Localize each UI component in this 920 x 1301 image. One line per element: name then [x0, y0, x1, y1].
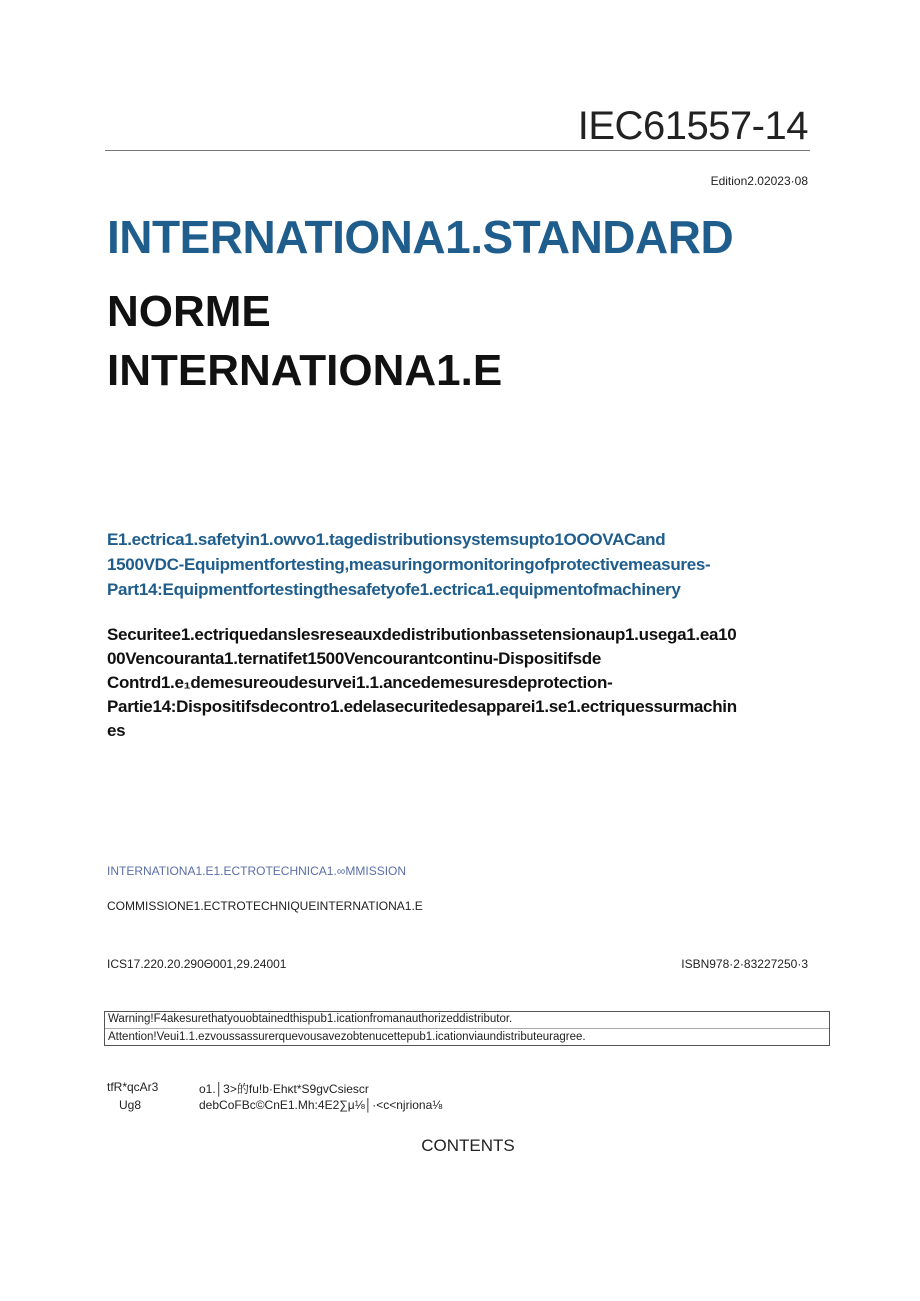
warning-french: Attention!Veui1.1.ezvoussassurerquevousavezobtenucettepub1.icationviaundistributeuragree.	[108, 1031, 586, 1043]
subtitle-english	[107, 527, 827, 602]
subtitle-french-line: Contrd1.e₁demesureoudesurvei1.1.ancedemesuresdeprotection-	[107, 673, 613, 692]
subtitle-french-line: es	[107, 721, 126, 740]
subtitle-english-line: 1500VDC-Equipmentfortesting,measuringormonitoringofprotectivemeasures-	[107, 555, 711, 574]
garbled-text: tfR*qcAr3	[107, 1080, 159, 1094]
warning-box	[104, 1011, 830, 1046]
garbled-text: debCoFBc©CnE1.Mh:4E2∑μ⅛│·<c<njriona⅛	[199, 1098, 443, 1112]
subtitle-english-line: E1.ectrica1.safetyin1.owvo1.tagedistributionsystemsupto1OOOVACand	[107, 530, 666, 549]
subtitle-french-line: 00Vencouranta1.ternatifet1500Vencourantcontinu-Dispositifsde	[107, 649, 602, 668]
edition-label: Edition2.02023·08	[710, 174, 808, 188]
document-id: IEC61557-14	[577, 104, 808, 148]
warning-divider	[105, 1028, 829, 1029]
subtitle-french-line: Partie14:Dispositifsdecontro1.edelasecuritedesapparei1.se1.ectriquessurmachin	[107, 697, 737, 716]
isbn-code: ISBN978·2·83227250·3	[681, 957, 808, 971]
ics-code: ICS17.220.20.290Θ001,29.24001	[107, 957, 287, 971]
title-french-line1: NORME	[107, 287, 271, 336]
title-french-line2: INTERNATIONA1.E	[107, 346, 503, 395]
organization-french: COMMISSIONE1.ECTROTECHNIQUEINTERNATIONA1.E	[107, 899, 423, 913]
subtitle-english-line: Part14:Equipmentfortestingthesafetyofe1.ectrica1.equipmentofmachinery	[107, 580, 681, 599]
subtitle-french	[107, 623, 827, 743]
subtitle-french-line: Securitee1.ectriquedanslesreseauxdedistributionbassetensionaup1.usega1.ea10	[107, 625, 737, 644]
warning-english: Warning!F4akesurethatyouobtainedthispub1.icationfromanauthorizeddistributor.	[108, 1013, 513, 1025]
contents-heading: CONTENTS	[421, 1136, 515, 1155]
garbled-text: Ug8	[119, 1098, 142, 1112]
organization-english: INTERNATIONA1.E1.ECTROTECHNICA1.∞MMISSION	[107, 864, 407, 878]
garbled-text: o1.│3>的fu!b·Ehκt*S9gvCsiescr	[199, 1082, 369, 1096]
title-english: INTERNATIONA1.STANDARD	[107, 211, 734, 263]
header-rule	[105, 150, 810, 151]
